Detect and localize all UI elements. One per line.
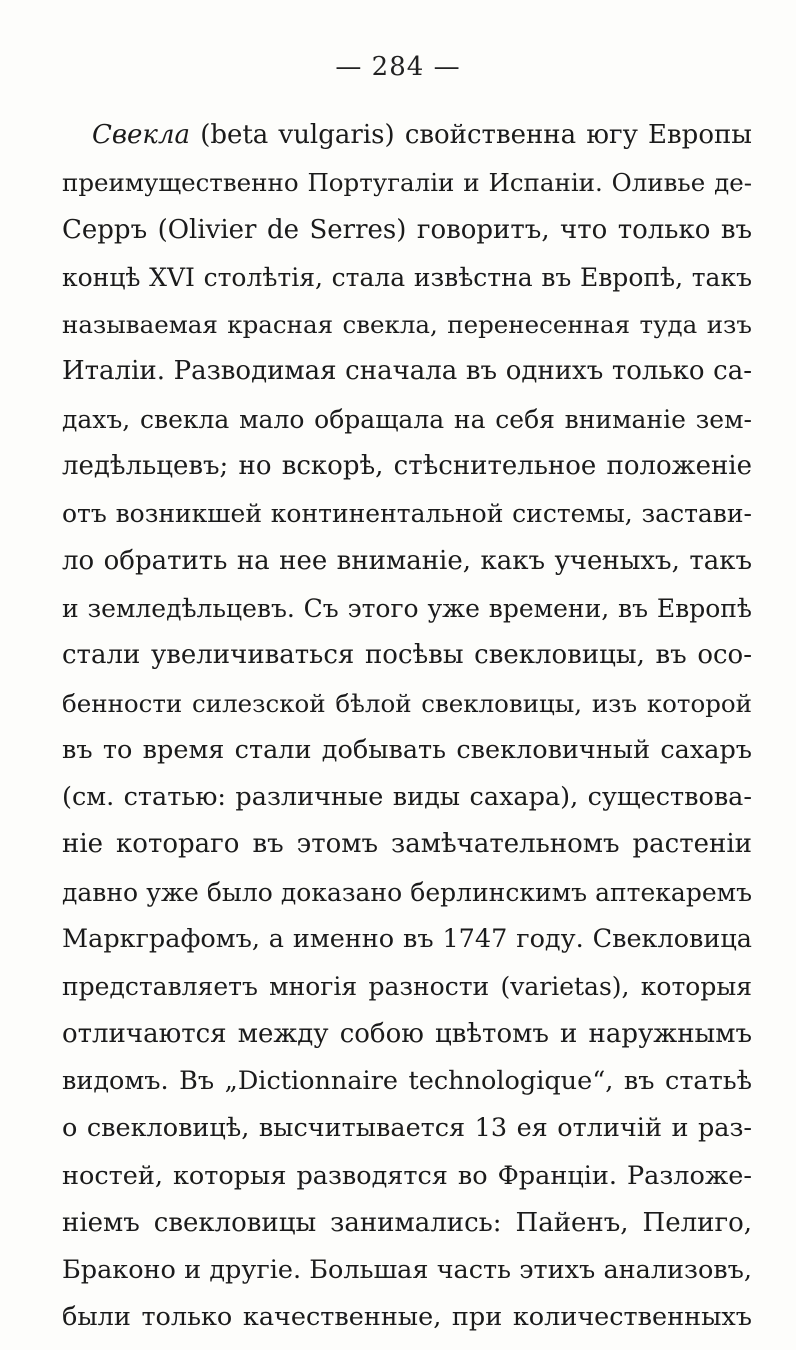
- text-line: въ то время стали добывать свекловичный сахаръ: [62, 734, 752, 765]
- text-line: ностей, которыя разводятся во Франціи. Разложе-: [62, 1160, 752, 1191]
- text-line: концѣ XVI столѣтія, стала извѣстна въ Европѣ, такъ: [62, 262, 752, 292]
- text-line: дахъ, свекла мало обращала на себя вниманіе зем-: [62, 404, 752, 434]
- text-line: отличаются между собою цвѣтомъ и наружнымъ: [62, 1018, 752, 1049]
- text-line: представляетъ многія разности (varietas), которыя: [62, 972, 752, 1002]
- text-line: (см. статью: различные виды сахара), существова-: [62, 782, 752, 813]
- text-line: Италіи. Разводимая сначала въ однихъ только са-: [62, 356, 752, 387]
- text-line-content: (beta vulgaris) свойственна югу Европы: [190, 120, 752, 150]
- text-line: бенности силезской бѣлой свекловицы, изъ которой: [62, 688, 752, 718]
- text-line: Браконо и другіе. Большая часть этихъ анализовъ,: [62, 1255, 752, 1286]
- text-line: были только качественные, при количественныхъ: [62, 1302, 752, 1333]
- text-line: давно уже было доказано берлинскимъ аптекаремъ: [62, 877, 752, 907]
- text-line: ледѣльцевъ; но вскорѣ, стѣснительное положеніе: [62, 451, 752, 482]
- text-line: ло обратить на нее вниманіе, какъ ученыхъ, такъ: [62, 545, 752, 576]
- term-word: Свекла: [92, 120, 190, 150]
- text-line: и земледѣльцевъ. Съ этого уже времени, въ Европѣ: [62, 593, 752, 623]
- text-line: о свекловицѣ, высчитывается 13 ея отличій и раз-: [62, 1113, 752, 1144]
- text-line: преимущественно Португаліи и Испаніи. Оливье де-: [62, 168, 752, 198]
- text-line: [62, 112, 752, 159]
- page-number: — 284 —: [335, 52, 461, 82]
- text-line: видомъ. Въ „Dictionnaire technologique“, въ статьѣ: [62, 1065, 752, 1096]
- text-line: ніемъ свекловицы занимались: Пайенъ, Пелиго,: [62, 1207, 752, 1238]
- text-line: Серръ (Olivier de Serres) говоритъ, что только въ: [62, 214, 752, 245]
- text-line: отъ возникшей континентальной системы, застави-: [62, 499, 752, 529]
- text-line: стали увеличиваться посѣвы свекловицы, въ осо-: [62, 640, 752, 671]
- text-line: Маркграфомъ, а именно въ 1747 году. Свекловица: [62, 924, 752, 955]
- body-text: [62, 112, 752, 1342]
- text-line: ніе котораго въ этомъ замѣчательномъ растеніи: [62, 829, 752, 860]
- text-line: называемая красная свекла, перенесенная туда изъ: [62, 310, 752, 340]
